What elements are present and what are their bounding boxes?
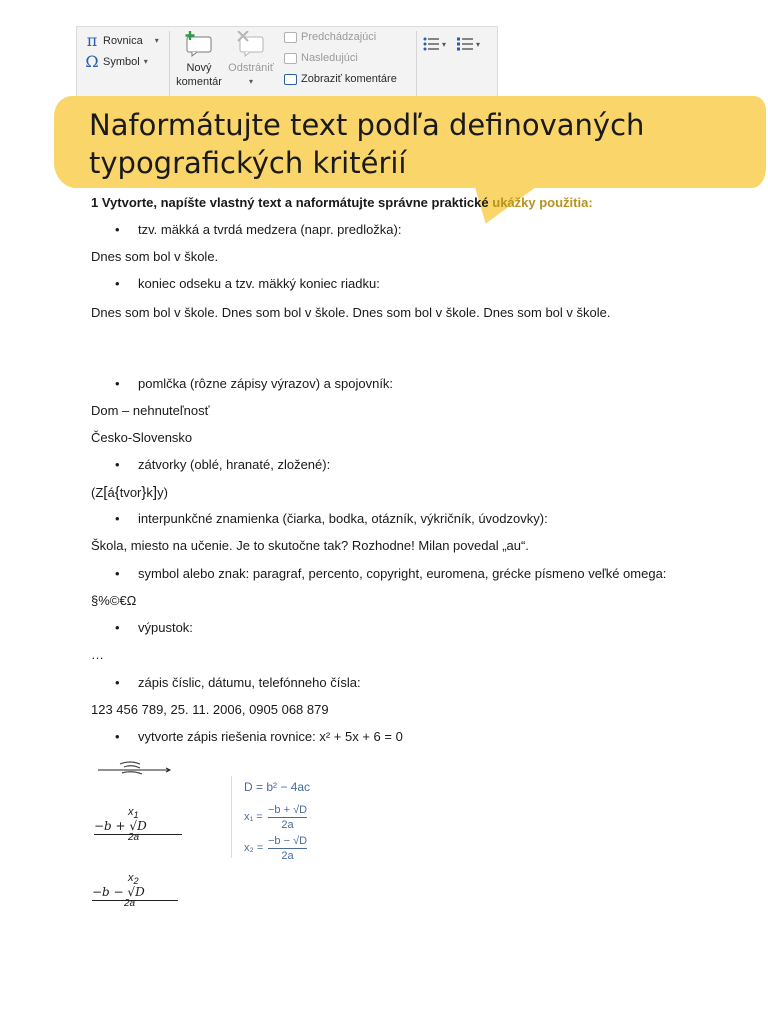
discriminant-line: D = b² − 4ac [244, 780, 311, 794]
example-text: Dnes som bol v škole. [91, 249, 219, 264]
list-item [117, 376, 393, 391]
hand-numerator: −b + √D [94, 819, 147, 833]
x1-label: x₁ = [244, 811, 263, 823]
chevron-down-icon: ▾ [476, 39, 481, 49]
new-comment-icon [184, 31, 214, 57]
example-text: 123 456 789, 25. 11. 2006, 0905 068 879 [91, 702, 329, 717]
list-item [117, 675, 361, 690]
example-text: Dnes som bol v škole. Dnes som bol v škole. Dnes som bol v škole. Dnes som bol v škole. [91, 305, 611, 320]
equation-button[interactable] [85, 31, 159, 50]
bracket-part: { [114, 484, 120, 501]
bracket-part: } [141, 484, 147, 501]
x2-numerator: −b − √D [268, 835, 308, 847]
list-item-text: interpunkčné znamienka (čiarka, bodka, otázník, výkričník, úvodzovky): [138, 511, 548, 526]
example-text: … [91, 647, 104, 662]
x2-denominator: 2a [281, 850, 294, 862]
list-item [117, 729, 403, 744]
list-item [117, 457, 330, 472]
bullet-list-icon [423, 37, 439, 51]
hand-denominator: 2a [124, 898, 136, 909]
chevron-down-icon: ▾ [248, 77, 253, 86]
example-text: Škola, miesto na učenie. Je to skutočne tak? Rozhodne! Milan povedal „au“. [91, 538, 529, 553]
bracket-part: ] [152, 484, 158, 501]
next-comment-button[interactable] [284, 52, 358, 64]
list-item [117, 222, 401, 237]
list-item [117, 566, 666, 581]
list-item-text: vytvorte zápis riešenia rovnice: x² + 5x + 6 = 0 [138, 729, 403, 744]
delete-comment-label: Odstrániť [228, 62, 274, 74]
hand-x: $x_2$ [128, 872, 139, 887]
list-item-text: zápis číslic, dátumu, telefónneho čísla: [138, 675, 361, 690]
task-heading-text: 1 Vytvorte, napíšte vlastný text a naformátujte správne praktické [91, 195, 489, 210]
next-comment-icon [284, 53, 297, 64]
example-text: Dom – nehnuteľnosť [91, 403, 210, 418]
hand-numerator: −b − √D [92, 885, 145, 899]
bracket-part: [ [103, 484, 108, 501]
omega-icon: Ω [85, 52, 99, 71]
bracket-part: (Z [91, 485, 104, 500]
chevron-down-icon: ▾ [154, 36, 159, 45]
numbered-list-button[interactable] [457, 37, 480, 51]
task-heading [91, 195, 593, 210]
chevron-down-icon: ▾ [442, 39, 447, 49]
bracket-part: y) [157, 485, 168, 500]
hand-denominator: 2a [128, 832, 140, 843]
equation-label: Rovnica [103, 34, 143, 47]
equation-image [231, 776, 314, 862]
list-item-text: pomlčka (rôzne zápisy výrazov) a spojovník: [138, 376, 394, 391]
symbol-button[interactable] [85, 52, 148, 71]
chevron-down-icon: ▾ [143, 57, 148, 66]
next-comment-label: Nasledujúci [301, 52, 358, 64]
page-title: Naformátujte text podľa definovaných typografických kritérií [89, 108, 645, 180]
list-item-text: tzv. mäkká a tvrdá medzera (napr. predložka): [138, 222, 402, 237]
handwritten-equation-2 [94, 806, 186, 842]
bullet-list-button[interactable] [423, 37, 446, 51]
handwritten-equation-3 [92, 872, 184, 908]
x1-fraction [268, 804, 307, 831]
task-heading-highlight: ukážky použitia: [492, 195, 593, 210]
new-comment-label-1: Nový [186, 62, 212, 74]
new-comment-label-2: komentár [176, 76, 222, 88]
pi-icon: π [86, 31, 98, 50]
handwritten-equation-1 [96, 758, 172, 778]
x2-label: x₂ = [244, 842, 264, 854]
show-comments-button[interactable] [284, 73, 397, 85]
bracket-part: k [146, 485, 153, 500]
example-text: §%©€Ω [91, 593, 137, 608]
x1-denominator: 2a [281, 819, 294, 831]
show-comments-icon [284, 74, 297, 85]
list-item [117, 511, 548, 526]
delete-comment-icon [236, 31, 266, 57]
fraction-bar [268, 817, 307, 818]
list-item [117, 276, 380, 291]
brackets-example [91, 484, 168, 501]
show-comments-label: Zobraziť komentáre [301, 73, 397, 85]
previous-comment-button[interactable] [284, 31, 376, 43]
new-comment-button[interactable] [174, 31, 224, 89]
example-text: Česko-Slovensko [91, 430, 193, 445]
delete-comment-button[interactable] [226, 31, 276, 89]
list-item-text: výpustok: [138, 620, 193, 635]
previous-comment-icon [284, 32, 297, 43]
bracket-part: á [107, 485, 115, 500]
x2-fraction [268, 835, 307, 862]
list-item-text: koniec odseku a tzv. mäkký koniec riadku: [138, 276, 380, 291]
hand-x: $x_1$ [128, 806, 139, 821]
fraction-bar [268, 848, 307, 849]
symbol-label: Symbol [103, 55, 140, 68]
list-item-text: zátvorky (oblé, hranaté, zložené): [138, 457, 331, 472]
x1-numerator: −b + √D [268, 804, 308, 816]
list-item-text: symbol alebo znak: paragraf, percento, copyright, euromena, grécke písmeno veľké omega: [138, 566, 667, 581]
previous-comment-label: Predchádzajúci [301, 31, 377, 43]
numbered-list-icon [457, 37, 473, 51]
bracket-part: tvor [119, 485, 142, 500]
list-item [117, 620, 193, 635]
